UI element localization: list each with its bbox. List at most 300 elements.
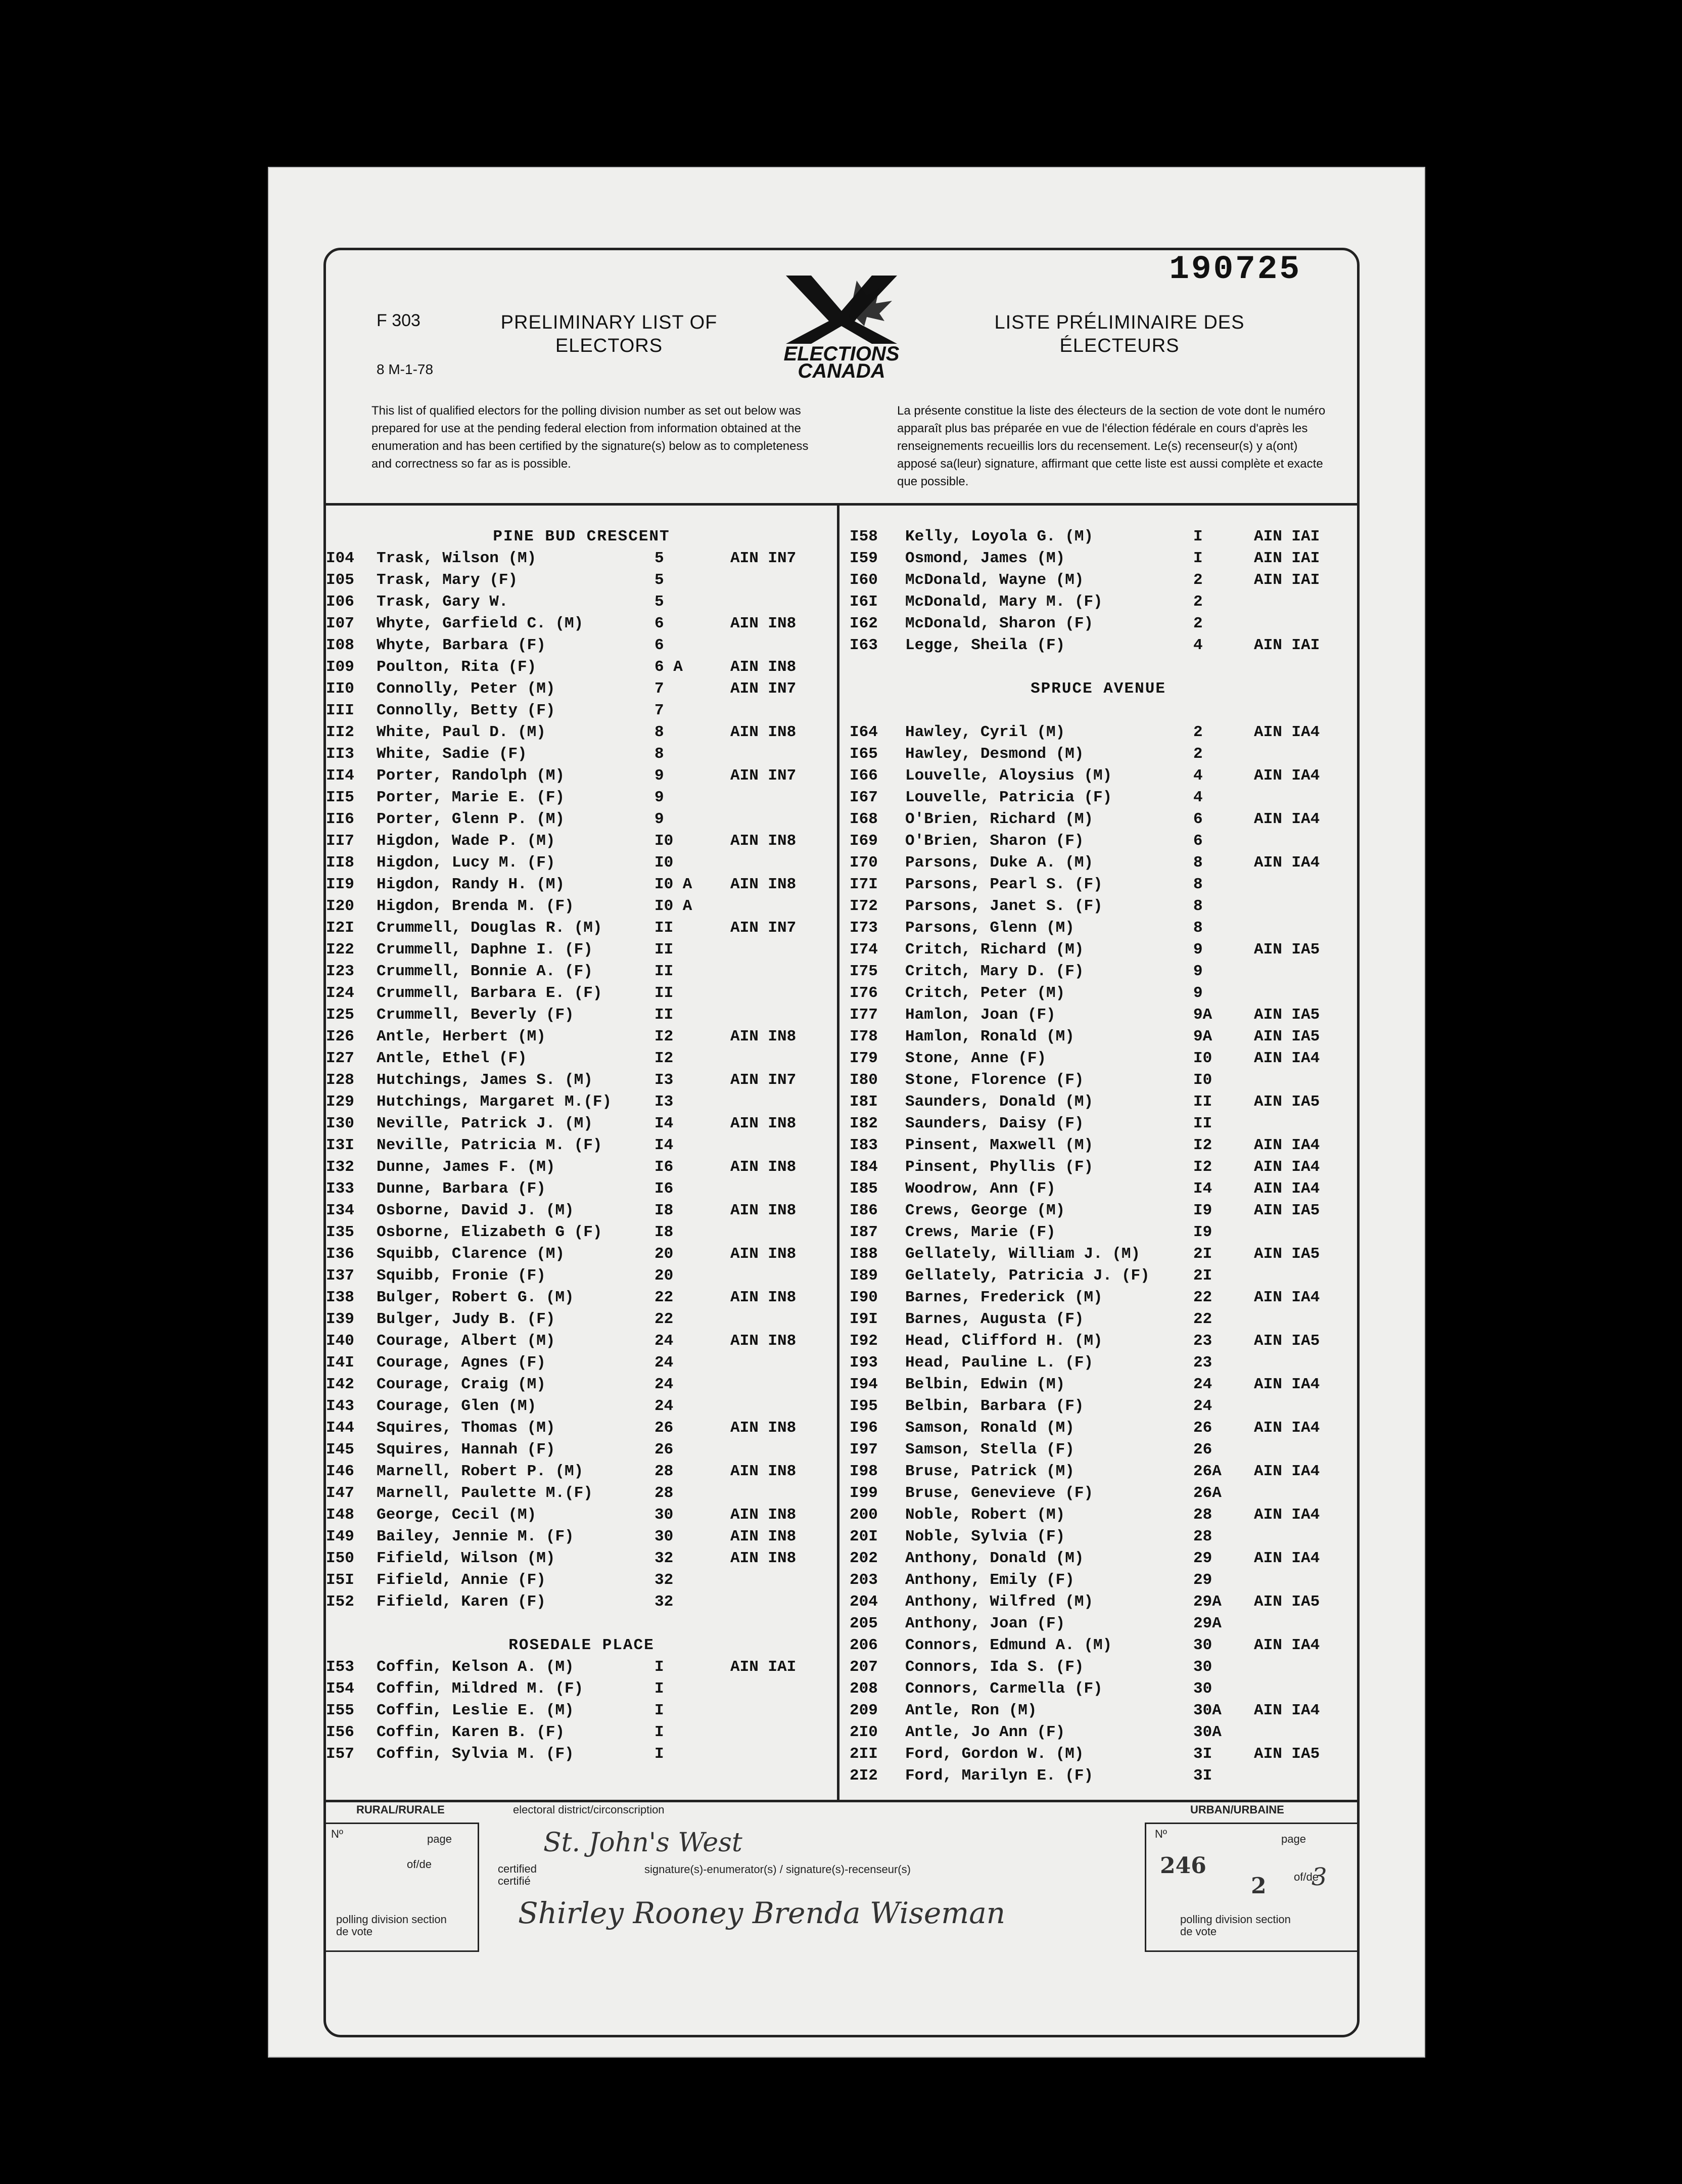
title-english: PRELIMINARY LIST OF ELECTORS xyxy=(500,312,718,356)
elector-name: Gellately, Patricia J. (F) xyxy=(905,1267,1150,1285)
elector-row xyxy=(326,1548,837,1569)
elector-number: I96 xyxy=(850,1419,878,1437)
elector-number: I04 xyxy=(326,550,354,567)
street-heading: ROSEDALE PLACE xyxy=(508,1636,655,1654)
elector-row xyxy=(839,1613,1357,1634)
elector-number: II3 xyxy=(326,745,354,763)
elector-number: I68 xyxy=(850,810,878,828)
elector-number: I59 xyxy=(850,550,878,567)
urban-page-value: 2 xyxy=(1251,1873,1267,1899)
street-number: 4 xyxy=(1193,789,1203,806)
elector-name: Squibb, Clarence (M) xyxy=(377,1245,565,1263)
elector-number: 20I xyxy=(850,1528,878,1545)
street-number: 8 xyxy=(1193,897,1203,915)
elector-number: I38 xyxy=(326,1289,354,1306)
poll-code: AIN IA4 xyxy=(1254,1180,1320,1198)
elector-number: I4I xyxy=(326,1354,354,1372)
elector-name: Woodrow, Ann (F) xyxy=(905,1180,1056,1198)
street-number: 7 xyxy=(655,680,664,698)
poll-code: AIN IA4 xyxy=(1254,723,1320,741)
street-number: I9 xyxy=(1193,1202,1212,1219)
spacer xyxy=(839,656,1357,678)
street-number: 6 A xyxy=(655,658,683,676)
street-number: 9 xyxy=(1193,941,1203,959)
street-number: II xyxy=(1193,1093,1212,1111)
urban-no-label: Nº xyxy=(1155,1828,1167,1840)
street-number: 8 xyxy=(1193,919,1203,937)
poll-code: AIN IN8 xyxy=(730,1528,797,1545)
elector-number: I82 xyxy=(850,1115,878,1132)
elector-name: Hamlon, Joan (F) xyxy=(905,1006,1056,1024)
street-number: 7 xyxy=(655,702,664,719)
elector-number: I43 xyxy=(326,1397,354,1415)
elector-name: Bruse, Patrick (M) xyxy=(905,1463,1074,1480)
street-number: 2 xyxy=(1193,593,1203,611)
elector-row xyxy=(839,1265,1357,1287)
elector-row xyxy=(326,852,837,874)
elector-number: I87 xyxy=(850,1223,878,1241)
elector-name: Ford, Gordon W. (M) xyxy=(905,1745,1084,1763)
elector-row xyxy=(326,1113,837,1134)
elector-name: Coffin, Sylvia M. (F) xyxy=(377,1745,574,1763)
elector-number: I46 xyxy=(326,1463,354,1480)
elector-row xyxy=(326,874,837,895)
elector-name: White, Sadie (F) xyxy=(377,745,527,763)
elector-row xyxy=(839,1156,1357,1178)
elector-row xyxy=(326,1330,837,1352)
elector-number: I67 xyxy=(850,789,878,806)
elector-name: Osborne, Elizabeth G (F) xyxy=(377,1223,602,1241)
street-number: 29A xyxy=(1193,1593,1222,1611)
elector-list-left xyxy=(326,526,837,1765)
street-number: I4 xyxy=(1193,1180,1212,1198)
elector-name: Hawley, Cyril (M) xyxy=(905,723,1065,741)
elector-row xyxy=(839,1591,1357,1613)
elector-number: I52 xyxy=(326,1593,354,1611)
elector-row xyxy=(326,569,837,591)
elector-row xyxy=(326,1243,837,1265)
elector-row xyxy=(326,1287,837,1308)
elector-number: I94 xyxy=(850,1376,878,1393)
elector-number: II7 xyxy=(326,832,354,850)
elector-name: Higdon, Wade P. (M) xyxy=(377,832,555,850)
street-number: I4 xyxy=(655,1136,674,1154)
elector-row xyxy=(839,830,1357,852)
elector-name: Parsons, Pearl S. (F) xyxy=(905,876,1103,893)
elector-row xyxy=(839,961,1357,982)
elector-name: Samson, Stella (F) xyxy=(905,1441,1074,1459)
elector-row xyxy=(326,1265,837,1287)
elector-row xyxy=(839,1178,1357,1200)
elector-number: I76 xyxy=(850,984,878,1002)
elector-name: Crummell, Daphne I. (F) xyxy=(377,941,593,959)
elector-name: Louvelle, Patricia (F) xyxy=(905,789,1112,806)
street-number: 30A xyxy=(1193,1723,1222,1741)
street-number: 26 xyxy=(655,1441,674,1459)
street-number: 2 xyxy=(1193,745,1203,763)
poll-code: AIN IN8 xyxy=(730,1419,797,1437)
elector-row xyxy=(839,1308,1357,1330)
elector-name: Poulton, Rita (F) xyxy=(377,658,537,676)
elector-row xyxy=(326,548,837,569)
elector-number: I20 xyxy=(326,897,354,915)
poll-code: AIN IA4 xyxy=(1254,1419,1320,1437)
street-number: I2 xyxy=(655,1050,674,1067)
elector-row xyxy=(839,1352,1357,1374)
poll-code: AIN IN7 xyxy=(730,1071,797,1089)
elector-name: Squibb, Fronie (F) xyxy=(377,1267,546,1285)
poll-code: AIN IN8 xyxy=(730,1202,797,1219)
elector-row xyxy=(326,1721,837,1743)
street-number: 2 xyxy=(1193,571,1203,589)
elector-number: I78 xyxy=(850,1028,878,1045)
elector-name: Connolly, Peter (M) xyxy=(377,680,555,698)
street-number: 29A xyxy=(1193,1615,1222,1632)
poll-code: AIN IAI xyxy=(1254,636,1320,654)
elector-number: 208 xyxy=(850,1680,878,1698)
elector-row xyxy=(326,1417,837,1439)
elector-number: 2II xyxy=(850,1745,878,1763)
poll-code: AIN IN8 xyxy=(730,1245,797,1263)
elector-name: Courage, Agnes (F) xyxy=(377,1354,546,1372)
poll-code: AIN IA4 xyxy=(1254,1050,1320,1067)
street-number: II xyxy=(655,1006,674,1024)
street-number: 2 xyxy=(1193,723,1203,741)
elector-number: I39 xyxy=(326,1310,354,1328)
street-number: I2 xyxy=(1193,1158,1212,1176)
elector-number: I89 xyxy=(850,1267,878,1285)
elector-name: Bruse, Genevieve (F) xyxy=(905,1484,1094,1502)
elector-name: Anthony, Joan (F) xyxy=(905,1615,1065,1632)
elector-name: Antle, Ethel (F) xyxy=(377,1050,527,1067)
elector-name: Noble, Robert (M) xyxy=(905,1506,1065,1524)
elector-number: I50 xyxy=(326,1550,354,1567)
rural-page-label: page xyxy=(427,1833,452,1845)
poll-code: AIN IA4 xyxy=(1254,810,1320,828)
title-french: LISTE PRÉLIMINAIRE DES ÉLECTEURS xyxy=(994,312,1245,356)
elector-number: I63 xyxy=(850,636,878,654)
elector-number: I86 xyxy=(850,1202,878,1219)
elector-row xyxy=(326,1069,837,1091)
elector-number: I35 xyxy=(326,1223,354,1241)
elector-number: I69 xyxy=(850,832,878,850)
elector-name: Osborne, David J. (M) xyxy=(377,1202,574,1219)
elector-name: Crummell, Barbara E. (F) xyxy=(377,984,602,1002)
elector-name: O'Brien, Richard (M) xyxy=(905,810,1094,828)
elector-row xyxy=(839,787,1357,808)
elector-number: I65 xyxy=(850,745,878,763)
street-number: 28 xyxy=(1193,1528,1212,1545)
elector-name: Marnell, Paulette M.(F) xyxy=(377,1484,593,1502)
poll-code: AIN IAI xyxy=(1254,571,1320,589)
elector-number: I25 xyxy=(326,1006,354,1024)
elector-row xyxy=(326,634,837,656)
elector-row xyxy=(326,1743,837,1765)
elector-row xyxy=(326,808,837,830)
street-number: II xyxy=(1193,1115,1212,1132)
street-number: 22 xyxy=(655,1310,674,1328)
street-number: I3 xyxy=(655,1071,674,1089)
maple-leaf-x-icon xyxy=(771,270,912,346)
elector-number: I56 xyxy=(326,1723,354,1741)
elector-row xyxy=(326,1156,837,1178)
elector-number: I90 xyxy=(850,1289,878,1306)
elector-row xyxy=(839,1243,1357,1265)
elector-name: Parsons, Duke A. (M) xyxy=(905,854,1094,872)
elector-number: I08 xyxy=(326,636,354,654)
elector-number: 2I0 xyxy=(850,1723,878,1741)
elector-row xyxy=(326,1700,837,1721)
poll-code: AIN IN8 xyxy=(730,876,797,893)
elector-name: Marnell, Robert P. (M) xyxy=(377,1463,584,1480)
elector-row xyxy=(839,1569,1357,1591)
elector-row xyxy=(839,569,1357,591)
elector-row xyxy=(326,1352,837,1374)
elector-number: II4 xyxy=(326,767,354,785)
elector-name: Barnes, Frederick (M) xyxy=(905,1289,1103,1306)
street-number: II xyxy=(655,941,674,959)
street-number: I xyxy=(655,1723,664,1741)
form-number: F 303 xyxy=(377,311,420,330)
elector-number: I49 xyxy=(326,1528,354,1545)
poll-code: AIN IA5 xyxy=(1254,1202,1320,1219)
elector-number: I28 xyxy=(326,1071,354,1089)
street-number: 24 xyxy=(655,1397,674,1415)
elector-row xyxy=(839,1417,1357,1439)
poll-code: AIN IN8 xyxy=(730,1506,797,1524)
elector-name: Crummell, Bonnie A. (F) xyxy=(377,963,593,980)
elector-row xyxy=(326,1395,837,1417)
street-number: 30 xyxy=(655,1528,674,1545)
street-heading: PINE BUD CRESCENT xyxy=(493,528,670,545)
elector-name: Ford, Marilyn E. (F) xyxy=(905,1767,1094,1785)
poll-code: AIN IA5 xyxy=(1254,1332,1320,1350)
elector-row xyxy=(839,1634,1357,1656)
urban-no-value: 246 xyxy=(1160,1853,1206,1879)
elector-row xyxy=(839,1743,1357,1765)
street-number: 24 xyxy=(1193,1376,1212,1393)
street-number: 22 xyxy=(655,1289,674,1306)
elector-number: II0 xyxy=(326,680,354,698)
street-number: 3I xyxy=(1193,1767,1212,1785)
elector-row xyxy=(839,765,1357,787)
poll-code: AIN IA5 xyxy=(1254,941,1320,959)
poll-code: AIN IN8 xyxy=(730,1115,797,1132)
street-number: I0 xyxy=(655,832,674,850)
elector-name: Critch, Mary D. (F) xyxy=(905,963,1084,980)
poll-code: AIN IAI xyxy=(730,1658,797,1676)
street-number: 28 xyxy=(1193,1506,1212,1524)
footer-divider xyxy=(326,1800,1357,1802)
elector-name: Connolly, Betty (F) xyxy=(377,702,555,719)
poll-code: AIN IA4 xyxy=(1254,1636,1320,1654)
elector-row xyxy=(326,1308,837,1330)
street-number: II xyxy=(655,963,674,980)
poll-code: AIN IA5 xyxy=(1254,1593,1320,1611)
elector-row xyxy=(326,1591,837,1613)
elector-name: Courage, Glen (M) xyxy=(377,1397,537,1415)
elector-row xyxy=(839,1374,1357,1395)
elector-name: Connors, Edmund A. (M) xyxy=(905,1636,1112,1654)
street-number: I0 xyxy=(1193,1050,1212,1067)
elector-row xyxy=(839,634,1357,656)
elector-row xyxy=(326,765,837,787)
street-number: 6 xyxy=(1193,832,1203,850)
elector-row xyxy=(326,982,837,1004)
elector-number: I55 xyxy=(326,1702,354,1719)
elector-row xyxy=(326,591,837,613)
logo-text: ELECTIONS CANADA xyxy=(783,343,900,382)
elector-row xyxy=(326,787,837,808)
elector-number: I24 xyxy=(326,984,354,1002)
elector-name: Antle, Jo Ann (F) xyxy=(905,1723,1065,1741)
elector-row xyxy=(326,1134,837,1156)
poll-code: AIN IN7 xyxy=(730,767,797,785)
elector-number: I98 xyxy=(850,1463,878,1480)
elector-row xyxy=(326,1461,837,1482)
street-number: I xyxy=(1193,550,1203,567)
poll-code: AIN IA5 xyxy=(1254,1006,1320,1024)
elector-name: Samson, Ronald (M) xyxy=(905,1419,1074,1437)
elector-row xyxy=(326,700,837,721)
elector-row xyxy=(326,917,837,939)
street-number: 6 xyxy=(655,636,664,654)
elector-name: Kelly, Loyola G. (M) xyxy=(905,528,1094,545)
spacer xyxy=(839,700,1357,721)
street-number: 9 xyxy=(655,810,664,828)
elector-row xyxy=(839,808,1357,830)
elector-number: I72 xyxy=(850,897,878,915)
certified-label: certified certifié xyxy=(498,1862,537,1887)
elector-name: Dunne, James F. (M) xyxy=(377,1158,555,1176)
street-number: 30 xyxy=(655,1506,674,1524)
elector-name: Neville, Patrick J. (M) xyxy=(377,1115,593,1132)
elector-row xyxy=(839,1134,1357,1156)
elector-number: I58 xyxy=(850,528,878,545)
street-number: I xyxy=(655,1658,664,1676)
elector-row xyxy=(839,743,1357,765)
street-number: 26 xyxy=(1193,1419,1212,1437)
elector-number: I99 xyxy=(850,1484,878,1502)
elector-number: I40 xyxy=(326,1332,354,1350)
elector-number: 205 xyxy=(850,1615,878,1632)
street-number: 29 xyxy=(1193,1550,1212,1567)
street-number: 3I xyxy=(1193,1745,1212,1763)
electoral-district-label: electoral district/circonscription xyxy=(513,1803,665,1816)
elector-name: Louvelle, Aloysius (M) xyxy=(905,767,1112,785)
elector-row xyxy=(326,895,837,917)
elector-name: Antle, Ron (M) xyxy=(905,1702,1037,1719)
poll-code: AIN IN8 xyxy=(730,1028,797,1045)
elector-number: 206 xyxy=(850,1636,878,1654)
elector-row xyxy=(326,961,837,982)
elector-name: Coffin, Karen B. (F) xyxy=(377,1723,565,1741)
poll-code: AIN IA4 xyxy=(1254,1550,1320,1567)
poll-code: AIN IN8 xyxy=(730,658,797,676)
street-number: 4 xyxy=(1193,767,1203,785)
serial-number: 190725 xyxy=(1169,250,1301,288)
form-date: 8 M-1-78 xyxy=(377,361,434,377)
street-number: 9 xyxy=(1193,984,1203,1002)
elector-number: I66 xyxy=(850,767,878,785)
street-number: 8 xyxy=(655,745,664,763)
street-number: 5 xyxy=(655,550,664,567)
elector-name: McDonald, Wayne (M) xyxy=(905,571,1084,589)
street-number: 24 xyxy=(655,1332,674,1350)
rural-polling-division-label: polling division section de vote xyxy=(336,1913,447,1938)
street-number: I2 xyxy=(655,1028,674,1045)
elector-name: Trask, Mary (F) xyxy=(377,571,518,589)
elector-name: Coffin, Kelson A. (M) xyxy=(377,1658,574,1676)
elector-name: Trask, Gary W. xyxy=(377,593,508,611)
elector-row xyxy=(839,548,1357,569)
elector-name: Bulger, Judy B. (F) xyxy=(377,1310,555,1328)
street-number: 26 xyxy=(1193,1441,1212,1459)
elector-row xyxy=(839,1548,1357,1569)
elector-number: 209 xyxy=(850,1702,878,1719)
elector-name: Belbin, Barbara (F) xyxy=(905,1397,1084,1415)
elector-row xyxy=(839,1330,1357,1352)
street-number: I xyxy=(655,1745,664,1763)
elector-row xyxy=(326,1048,837,1069)
poll-code: AIN IN8 xyxy=(730,1158,797,1176)
street-number: 8 xyxy=(1193,876,1203,893)
elector-number: I45 xyxy=(326,1441,354,1459)
poll-code: AIN IA4 xyxy=(1254,854,1320,872)
street-number: 24 xyxy=(1193,1397,1212,1415)
elector-name: Legge, Sheila (F) xyxy=(905,636,1065,654)
street-number: I6 xyxy=(655,1158,674,1176)
poll-code: AIN IN8 xyxy=(730,1463,797,1480)
elector-name: Barnes, Augusta (F) xyxy=(905,1310,1084,1328)
elector-name: Hutchings, Margaret M.(F) xyxy=(377,1093,612,1111)
poll-code: AIN IA4 xyxy=(1254,1158,1320,1176)
elector-number: I95 xyxy=(850,1397,878,1415)
elector-number: I93 xyxy=(850,1354,878,1372)
street-number: 20 xyxy=(655,1245,674,1263)
elector-row xyxy=(326,613,837,634)
street-number: I3 xyxy=(655,1093,674,1111)
elector-number: I64 xyxy=(850,723,878,741)
elector-row xyxy=(839,874,1357,895)
elector-name: Bailey, Jennie M. (F) xyxy=(377,1528,574,1545)
street-number: 22 xyxy=(1193,1289,1212,1306)
poll-code: AIN IN7 xyxy=(730,550,797,567)
elector-number: I42 xyxy=(326,1376,354,1393)
elector-number: I33 xyxy=(326,1180,354,1198)
elector-row xyxy=(326,1178,837,1200)
elector-name: Courage, Albert (M) xyxy=(377,1332,555,1350)
street-number: 9 xyxy=(655,767,664,785)
elector-name: Saunders, Daisy (F) xyxy=(905,1115,1084,1132)
elector-row xyxy=(326,678,837,700)
poll-code: AIN IA4 xyxy=(1254,1376,1320,1393)
elector-row xyxy=(839,1482,1357,1504)
street-number: 28 xyxy=(655,1463,674,1480)
elector-name: Stone, Anne (F) xyxy=(905,1050,1047,1067)
elector-row xyxy=(326,721,837,743)
street-number: 26 xyxy=(655,1419,674,1437)
elector-name: Connors, Carmella (F) xyxy=(905,1680,1103,1698)
elector-name: Crews, Marie (F) xyxy=(905,1223,1056,1241)
elector-number: I36 xyxy=(326,1245,354,1263)
elector-name: Coffin, Leslie E. (M) xyxy=(377,1702,574,1719)
elector-name: Squires, Thomas (M) xyxy=(377,1419,555,1437)
elector-number: 207 xyxy=(850,1658,878,1676)
street-number: 26A xyxy=(1193,1484,1222,1502)
poll-code: AIN IAI xyxy=(1254,528,1320,545)
elector-number: I73 xyxy=(850,919,878,937)
